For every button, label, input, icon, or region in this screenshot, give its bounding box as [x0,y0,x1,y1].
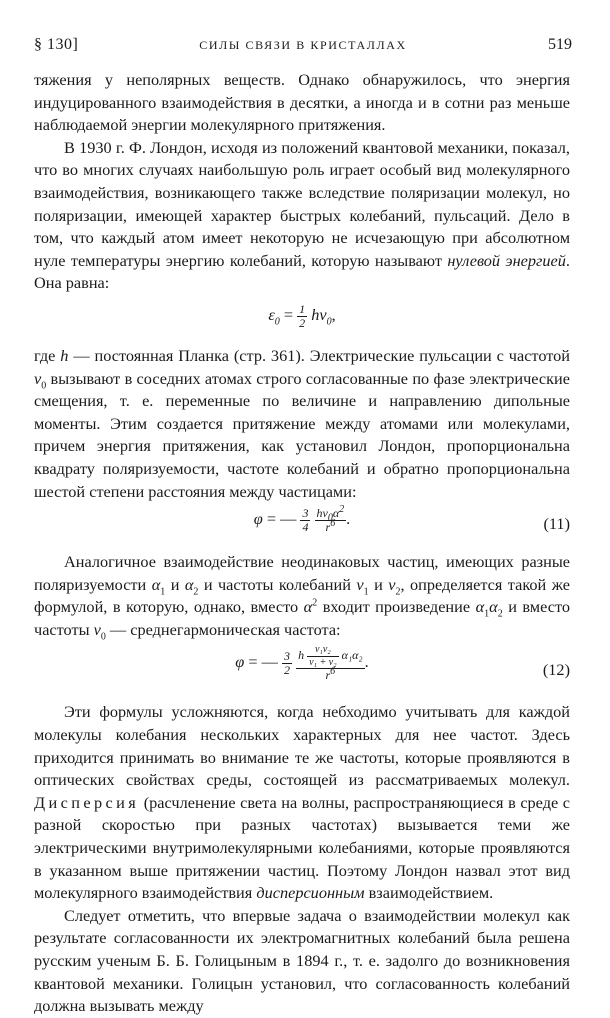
paragraph-2-text: В 1930 г. Ф. Лондон, исходя из положений квантовой механики, показал, что во многих случаях наибольшую роль играет особый вид молекулярного взаимодействия, возникающего также вследствие поляризации молекул, но поляризации, имеющей характер быстрых колебаний, пульсаций. Дело в том, что каждый атом имеет некоторую не исчезающую при абсолютном нуле температуры энергию колебаний, которую называют [34,137,570,270]
eq0-nu-sub: 0 [326,316,332,328]
paragraph-4-instead: и вместо частоты [34,597,571,639]
page-number: 519 [548,36,572,53]
eq11-den-r: r [325,519,331,534]
eq0-epsilon-sub: 0 [274,316,280,328]
symbol-nu2-sub: 2 [395,585,401,597]
symbol-nu0b-sub: 0 [100,631,106,643]
paragraph-4-and-1: и [170,574,180,594]
paragraph-4-product: входит произведение [322,597,471,617]
equation-zero-energy [34,295,570,345]
symbol-alpha-sq: α [303,597,313,617]
symbol-alpha2b-sub: 2 [497,608,503,620]
symbol-alpha1-sub: 1 [160,585,166,597]
symbol-alpha2: α [184,574,194,594]
paragraph-3-where: где [34,345,56,365]
symbol-nu1-sub: 1 [363,585,369,597]
eq11-period: . [346,509,351,529]
term-dispersive: дисперсионным [256,883,365,903]
paragraph-4-formula: , определяется такой же формулой, в которую, однако, вместо [34,574,570,617]
eq12-den-r: r [325,667,331,682]
eq12-equals: = — [244,652,282,672]
eq11-equals: = — [262,509,301,529]
symbol-nu0-sub: 0 [41,379,47,391]
equation-11-label: (11) [543,514,570,534]
paragraph-4-and-2: и [374,574,383,594]
eq12-coef-num: 3 [284,649,290,664]
page-body [34,69,570,1018]
symbol-nu0: ν [34,368,42,388]
eq12-inner-den: ν₁ + ν₂ [309,656,337,668]
running-header [34,36,572,58]
paragraph-3 [34,345,570,503]
paragraph-1: тяжения у неполярных веществ. Однако обнаружилось, что энергия индуцированного взаимодействия в десятки, а иногда и в сотни раз меньше наблюдаемой энергии молекулярного притяжения. [34,70,570,135]
chapter-title: СИЛЫ СВЯЗИ В КРИСТАЛЛАХ [199,38,407,52]
eq12-inner-fraction [307,645,339,668]
symbol-alpha1b: α [475,597,485,617]
eq12-h: h [298,648,305,663]
eq11-num-sub: 0 [327,512,333,524]
paragraph-4-text: Аналогичное взаимодействие неодинаковых частиц, имеющих разные поляризуемости [34,552,570,594]
symbol-alpha2b: α [489,597,498,617]
term-zero-energy: нулевой энергией [447,250,566,270]
paragraph-3-text: — постоянная Планка (стр. 361). Электрические пульсации с частотой [73,345,571,365]
symbol-alpha1: α [151,574,161,594]
eq12-fraction [296,645,365,682]
eq12-inner-num: ν₁ν₂ [307,645,339,657]
eq0-equals: = [279,305,298,325]
symbol-alpha2-sub: 2 [193,585,199,597]
paragraph-3-text-2: вызывают в соседних атомах строго согласованные по фазе электрические смещения, т. е. переменные по величине и направлению дипольные моменты. Этим создается притяжение между атомами или молекулами, причем энергия притяжения, как установил Лондон, пропорциональна квадрату поляризуемости, частоте колебаний и обратно пропорциональна шестой степени расстояния между частицами: [34,368,570,501]
paragraph-5-text-2: (расчленение света на волны, распространяющиеся в среде с разной скоростью при разных частотах) вызывается теми же электрическими внутримолекулярными колебаниями, которые проявляются в указанном выше притяжении частиц. Поэтому Лондон назвал этот вид молекулярного взаимодействия [34,792,570,903]
eq12-alpha-product: α₁α₂ [341,648,363,663]
eq0-epsilon: ε [268,305,275,325]
symbol-nu0b: ν [93,619,101,639]
paragraph-4-harmonic: — среднегармоническая частота: [109,619,341,639]
paragraph-5-text: Эти формулы усложняются, когда небходимо учитывать для каждой молекулы колебания нескольких характерных для нее частот. Здесь приходится принимать во внимание те же частоты, которые проявляются в оптических свойствах среды, состоящей из рассматриваемых молекул. [34,702,570,790]
eq11-coefficient [300,507,310,534]
eq0-den: 2 [299,315,306,330]
eq11-num-sup: 2 [339,504,345,516]
eq12-coefficient [282,650,292,677]
paragraph-2-end: . Она равна: [34,250,570,293]
eq11-num-h-nu: hν [316,506,328,521]
symbol-alpha1b-sub: 1 [484,608,490,620]
eq12-coef-den: 2 [284,663,290,678]
eq11-coef-den: 4 [302,519,309,534]
eq0-h-nu: hν [311,305,327,325]
eq12-phi: φ [235,652,245,672]
symbol-nu1: ν [356,574,364,594]
eq0-comma: , [331,305,336,325]
eq11-den-sup: 6 [330,517,336,529]
eq11-fraction [315,504,347,534]
eq11-coef-num: 3 [302,506,309,521]
eq11-phi: φ [253,509,263,529]
paragraph-6: Следует отметить, что впервые задача о взаимодействии молекул как результате согласованности их электромагнитных колебаний была решена русским ученым Б. Б. Голицыным в 1894 г., т. е. задолго до возникновения квантовой механики. Голицын установил, что согласованность колебаний должна вызывать между [34,905,570,1016]
paragraph-2 [34,137,570,295]
symbol-nu2: ν [388,574,396,594]
paragraph-4 [34,551,570,641]
eq12-den-sup: 6 [330,665,336,677]
eq0-num: 1 [299,301,306,316]
paragraph-5-end: взаимодействием. [368,883,494,903]
eq12-period: . [364,652,369,672]
symbol-h: h [60,345,69,365]
paragraph-5 [34,701,570,904]
eq0-fraction [297,303,307,330]
paragraph-4-freq: и частоты колебаний [203,574,351,594]
equation-12-label: (12) [542,660,570,680]
eq11-num-alpha: α [332,506,340,521]
equation-12 [34,641,570,701]
section-number: § 130] [34,36,79,53]
symbol-alpha-sq-sup: 2 [312,597,318,609]
term-dispersion: Дисперсия [34,792,140,812]
equation-11 [34,503,570,551]
